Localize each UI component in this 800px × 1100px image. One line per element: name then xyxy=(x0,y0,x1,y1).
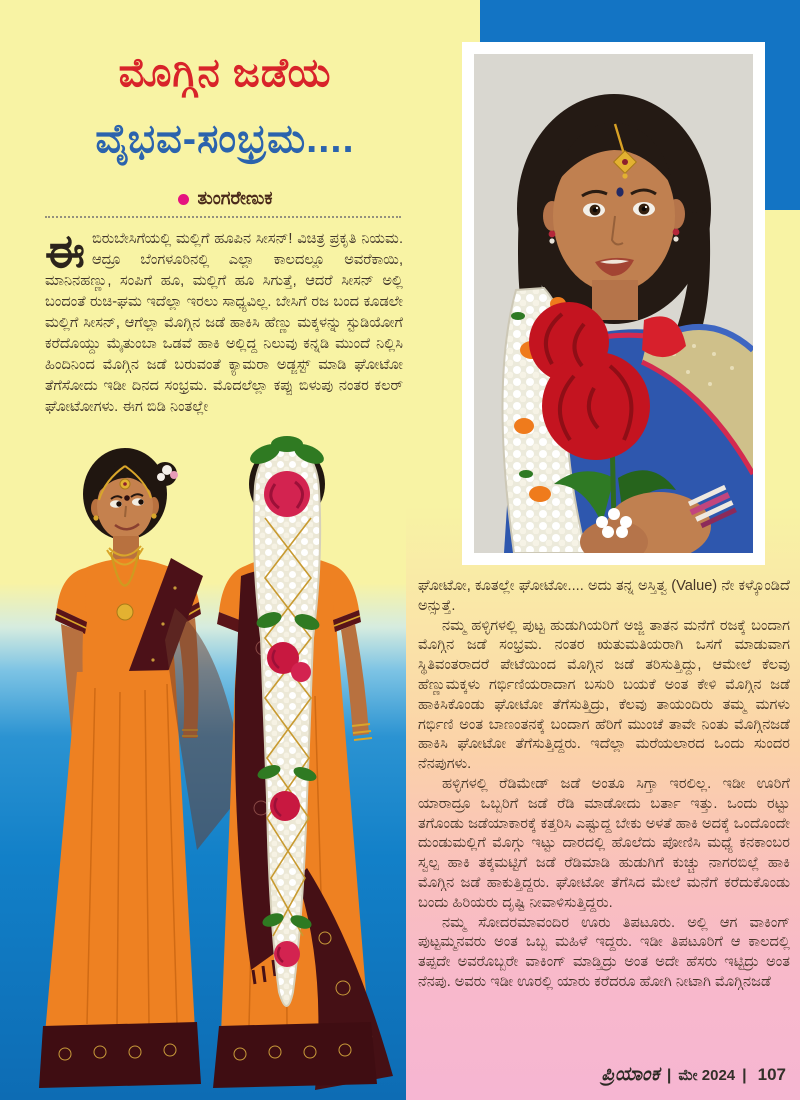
bindi xyxy=(124,495,130,501)
right-column-text xyxy=(418,577,790,1055)
paragraph: ಘೋಟೋ, ಕೂತಲ್ಲೇ ಘೋಟೋ.... ಅದು ತನ್ನ ಅಸ್ತಿತ್ವ (Value) ನೇ ಕಳ್ಕೊಂಡಿದೆ ಅನ್ಸುತ್ತೆ. xyxy=(418,578,790,614)
byline-author: ತುಂಗರೇಣುಕ xyxy=(197,188,273,208)
footer-separator: | xyxy=(666,1067,672,1084)
girl-back-view xyxy=(213,436,393,1090)
paragraph: ಹಳ್ಳಿಗಳಲ್ಲಿ ರೆಡಿಮೇಡ್ ಜಡೆ ಅಂತೂ ಸಿಗ್ತಾ ಇರಲಿಲ್ಲ. ಇಡೀ ಊರಿಗೆ ಯಾರಾದ್ರೂ ಒಬ್ಬರಿಗೆ ಜಡೆ ರೆಡಿ ಮಾಡೋದು ಬರ್ತಾ ಇತ್ತು. ಒಂದು ರಟ್ಟು ತಗೊಂಡು ಜಡೆಯಾಕಾರಕ್ಕೆ ಕತ್ತರಿಸಿ ಎಷ್ಟುದ್ದ ಬೇಕು ಅಳತೆ ಹಾಕಿ ಅದಕ್ಕೆ ಒಂದೊಂದೇ ದುಂಡುಮಲ್ಲಿಗೆ ಮೊಗ್ಗು ಇಟ್ಟು ದಾರದಲ್ಲಿ ಹೊಲೆದು ಪೋಣಿಸಿ ಮಧ್ಯೆ ಕನಕಾಂಬರ ಸ್ವಲ್ಪ ಹಾಕಿ ತಕ್ಕಮಟ್ಟಿಗೆ ಜಡೆ ರೆಡಿಮಾಡಿ ಹುಡುಗಿಗೆ ಕುಚ್ಚು ನಾಗರಬಿಲ್ಲೆ ಹಾಕಿ ಮೊಗ್ಗಿನ ಜಡೆ ಹಾಕುತ್ತಿದ್ದರು. ಘೋಟೋ ತೆಗೆಸಿದ ಮೇಲೆ ಮನೆಗೆ ಕರೆದುಕೊಂಡು ಬಂದು ಹಿರಿಯರು ದೃಷ್ಟಿ ನೀವಾಳಿಸುತ್ತಿದ್ದರು. xyxy=(418,775,790,911)
left-column-text xyxy=(45,229,403,461)
issue-month: ಮೇ 2024 xyxy=(678,1067,736,1084)
skirt-front xyxy=(39,670,201,1088)
dotted-divider xyxy=(45,216,401,218)
byline-bullet-icon xyxy=(178,194,189,205)
footer-separator: | xyxy=(742,1067,747,1084)
magazine-logo: ಪ್ರಿಯಾಂಕ xyxy=(601,1064,660,1085)
page-number: 107 xyxy=(757,1065,786,1084)
girl-front-view xyxy=(39,448,245,1088)
bindi xyxy=(616,187,623,196)
byline xyxy=(30,188,420,209)
girl-portrait-illustration xyxy=(474,54,753,553)
photo-girl-portrait xyxy=(462,42,765,565)
photo-flower-braid-girls xyxy=(25,428,410,1100)
neck xyxy=(592,280,638,320)
drop-cap: ಈ xyxy=(45,229,85,277)
article-title-line1: ಮೊಗ್ಗಿನ ಜಡೆಯ xyxy=(118,51,332,95)
article-title-line2: ವೈಭವ-ಸಂಭ್ರಮ.... xyxy=(95,117,355,161)
masthead xyxy=(30,40,420,209)
left-column-paragraph: ಬಿರುಬೇಸಿಗೆಯಲ್ಲಿ ಮಲ್ಲಿಗೆ ಹೂಪಿನ ಸೀಸನ್! ವಿಚಿತ್ರ ಪ್ರಕೃತಿ ನಿಯಮ. ಆದ್ರೂ ಬೆಂಗಳೂರಿನಲ್ಲಿ ಎಲ್ಲಾ ಕಾಲದಲ್ಲೂ ಅವರೆಕಾಯಿ, ಮಾನಿನಹಣ್ಣು, ಸಂಪಿಗೆ ಹೂ, ಮಲ್ಲಿಗೆ ಹೂ ಸಿಗುತ್ತೆ, ಆದರೆ ಸೀಸನ್ ಅಲ್ಲಿ ಬಂದಂತೆ ರುಚಿ-ಘಮ ಇದೆಲ್ಲಾ ಇರಲು ಸಾಧ್ಯವಿಲ್ಲ. ಬೇಸಿಗೆ ರಜ ಬಂದ ಕೂಡಲೇ ಮಲ್ಲಿಗೆ ಸೀಸನ್, ಆಗೆಲ್ಲಾ ಮೊಗ್ಗಿನ ಜಡೆ ಹಾಕಿಸಿ ಹೆಣ್ಣು ಮಕ್ಕಳನ್ನು ಸ್ಟುಡಿಯೋಗೆ ಕರೆದೊಯ್ದು ಮೈತುಂಬಾ ಒಡವೆ ಹಾಕಿ ಅಲ್ಲಿದ್ದ ನಿಲುವು ಕನ್ನಡಿ ಮುಂದೆ ನಿಲ್ಲಿಸಿ ಹಿಂದಿನಿಂದ ಮೊಗ್ಗಿನ ಜಡೆ ಬರುವಂತೆ ಕ್ಯಾಮರಾ ಅಡ್ಜಸ್ಟ್ ಮಾಡಿ ಘೋಟೋ ತೆಗೆಸೋದು ಇಡೀ ದಿನದ ಸಂಭ್ರಮ. ಮೊದಲೆಲ್ಲಾ ಕಪ್ಪು ಬಿಳುಪು ನಂತರ ಕಲರ್ ಘೋಟೋಗಳು. ಈಗ ಬಿಡಿ ನಿಂತಲ್ಲೇ xyxy=(45,231,403,415)
paragraph: ನಮ್ಮ ಸೋದರಮಾವಂದಿರ ಊರು ತಿಪಟೂರು. ಅಲ್ಲಿ ಆಗ ವಾಕಿಂಗ್ ಪುಟ್ಟಮ್ಮನವರು ಅಂತ ಒಬ್ಬ ಮಹಿಳೆ ಇದ್ದರು. ಇಡೀ ತಿಪಟೂರಿಗೆ ಆ ಕಾಲದಲ್ಲಿ ತಪ್ಪದೇ ಅವರೊಬ್ಬರೇ ವಾಕಿಂಗ್ ಮಾಡ್ತಿದ್ರು ಅಂತ ಅದೇ ಹೆಸರು ಇಟ್ಟಿದ್ರು ಅಂತ ನೆನಪು. ಅವರು ಇಡೀ ಊರಲ್ಲಿ ಯಾರು ಕರೆದರೂ ಹೋಗಿ ನೀಟಾಗಿ ಮೊಗ್ಗಿನಜಡೆ xyxy=(418,914,790,990)
flower-braid-illustration xyxy=(25,428,410,1100)
back-right-arm xyxy=(341,624,369,736)
page-footer xyxy=(386,1064,786,1086)
paragraph: ನಮ್ಮ ಹಳ್ಳಿಗಳಲ್ಲಿ ಪುಟ್ಟ ಹುಡುಗಿಯರಿಗೆ ಅಜ್ಜಿ ತಾತನ ಮನೆಗೆ ರಜಕ್ಕೆ ಬಂದಾಗ ಮೊಗ್ಗಿನ ಜಡೆ ಸಂಭ್ರಮ. ನಂತರ ಋತುಮತಿಯರಾಗಿ ಒಸಗೆ ಮಾಡುವಾಗ ಸ್ಥಿತಿವಂತರಾದರೆ ಪೇಟೆಯಿಂದ ಮೊಗ್ಗಿನ ಜಡೆ ತರಿಸುತ್ತಿದ್ದು, ಆಮೇಲೆ ಕೆಲವು ಹೆಣ್ಣುಮಕ್ಕಳು ಗರ್ಭಿಣಿಯರಾದಾಗ ಬಸುರಿ ಬಯಕೆ ಅಂತ ಕೇಳಿ ಮೊಗ್ಗಿನ ಜಡೆ ಹಾಕಿಸಿಕೊಂಡು ಘೋಟೋ ತೆಗೆಸುತ್ತಿದ್ರು, ಕೆಲವು ತಾಯಂದಿರು ತಮ್ಮ ಮಗಳು ಗರ್ಭಿಣಿ ಅಂತ ಬಾಣಂತನಕ್ಕೆ ಬಂದಾಗ ಹೆರಿಗೆ ಮುಂಚೆ ತಾವೇ ನಿಂತು ಮೊಗ್ಗಿನಜಡೆ ಹಾಕಿಸಿ ಘೋಟೋ ತೆಗೆಸುತ್ತಿದ್ದರು. ಇದೆಲ್ಲಾ ಮರೆಯಲಾರದ ಒಂದು ಸುಂದರ ನೆನಪುಗಳು. xyxy=(418,617,790,773)
